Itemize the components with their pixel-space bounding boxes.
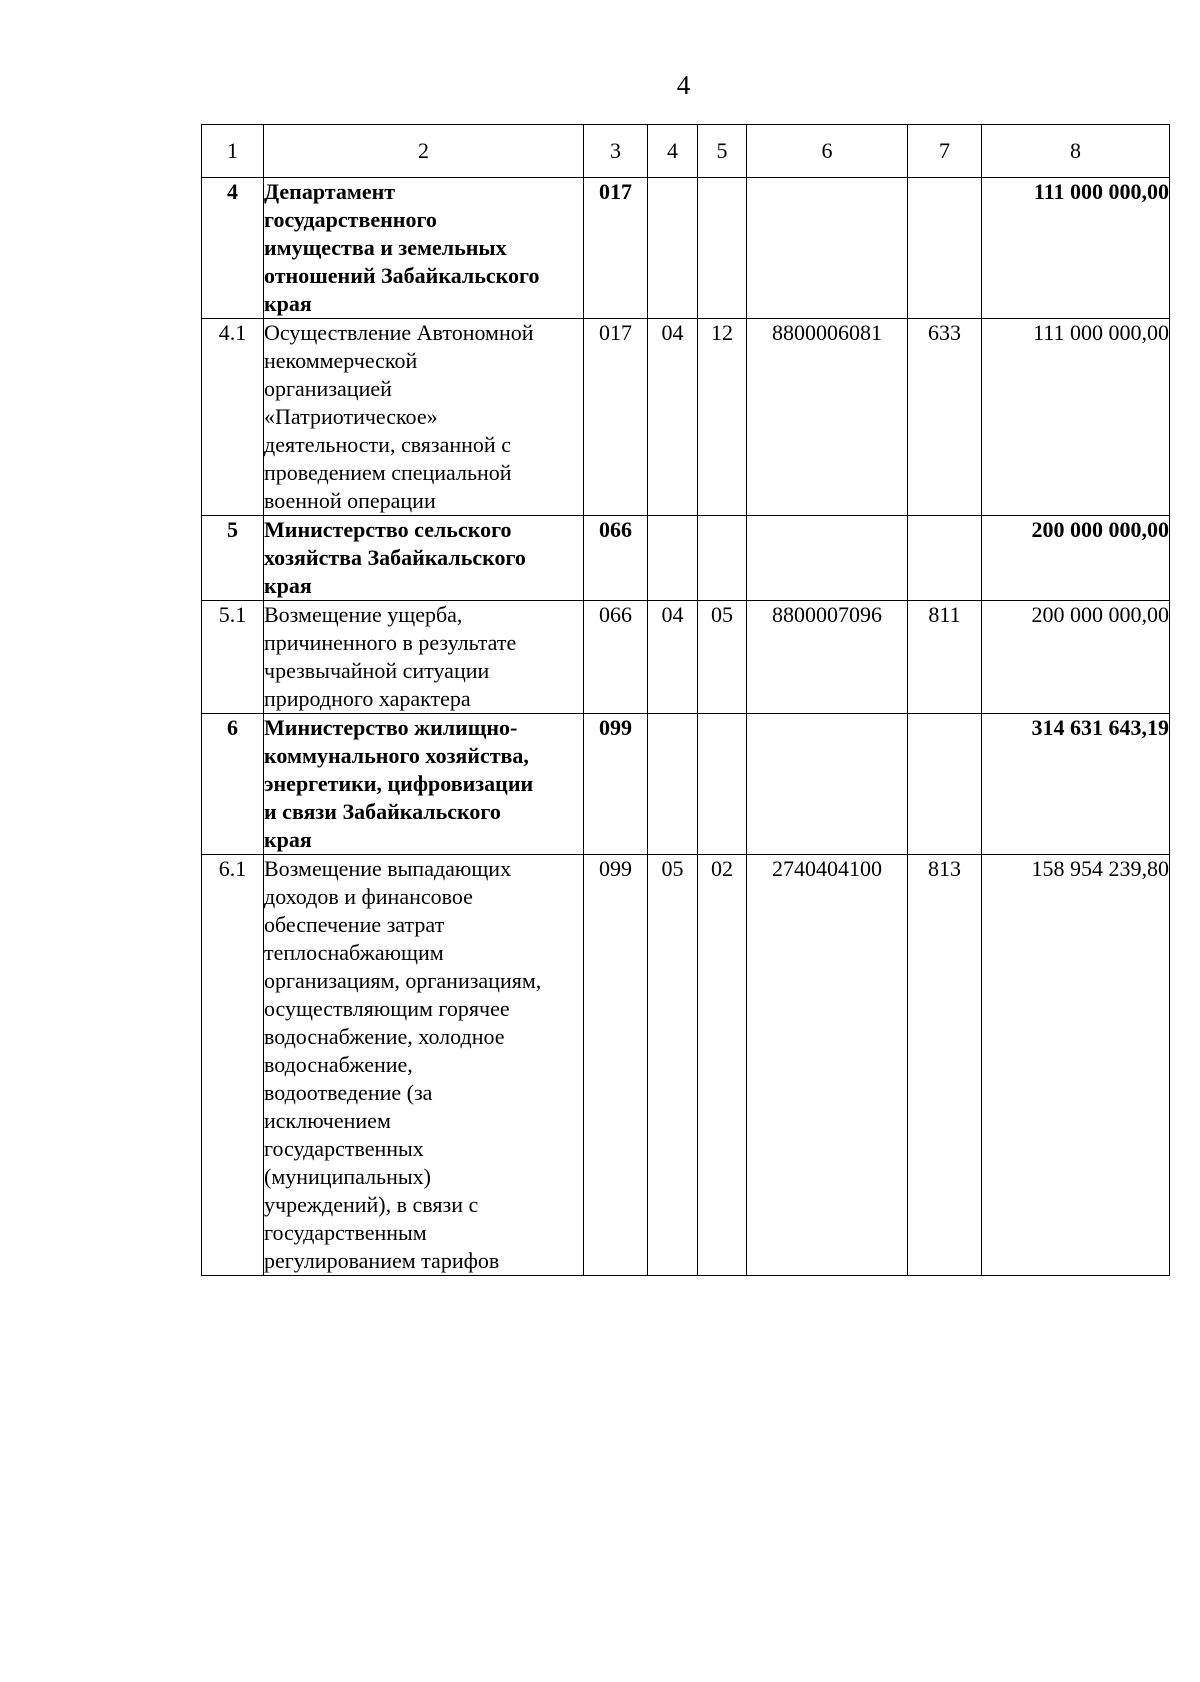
expense-type-cell: 811 [908,601,982,714]
target-article-cell: 8800006081 [747,319,908,516]
header-cell: 7 [908,125,982,178]
ministry-code-cell: 066 [584,601,648,714]
table-header-row [202,125,1170,178]
row-number-cell: 6.1 [202,855,264,1276]
row-name-cell [264,714,584,855]
name-line: края [264,827,312,852]
name-line: некоммерческой [264,348,418,373]
subsection-code-cell: 02 [698,855,747,1276]
name-line: Министерство жилищно- [264,715,518,740]
name-line: учреждений), в связи с [264,1192,479,1217]
section-code-cell [648,714,698,855]
expense-type-cell [908,714,982,855]
name-line: Возмещение ущерба, [264,602,463,627]
row-number-cell: 4 [202,178,264,319]
name-line: и связи Забайкальского [264,799,501,824]
table-row [202,516,1170,601]
name-line: государственным [264,1220,427,1245]
name-line: Министерство сельского [264,517,512,542]
amount-cell: 111 000 000,00 [982,319,1170,516]
subsection-code-cell [698,178,747,319]
ministry-code-cell: 017 [584,178,648,319]
row-name-cell [264,178,584,319]
name-line: водоснабжение, [264,1052,413,1077]
name-line: энергетики, цифровизации [264,771,534,796]
name-line: теплоснабжающим [264,940,444,965]
name-line: водоотведение (за [264,1080,433,1105]
amount-cell: 314 631 643,19 [982,714,1170,855]
name-line: военной операции [264,488,436,513]
table-row [202,178,1170,319]
name-line: хозяйства Забайкальского [264,545,526,570]
name-line: обеспечение затрат [264,912,445,937]
page-number: 4 [676,70,691,100]
ministry-code-cell: 099 [584,855,648,1276]
name-line: имущества и земельных [264,235,507,260]
row-number-cell: 6 [202,714,264,855]
name-line: организацией [264,376,392,401]
header-cell: 1 [202,125,264,178]
ministry-code-cell: 099 [584,714,648,855]
amount-cell: 111 000 000,00 [982,178,1170,319]
section-code-cell [648,178,698,319]
name-line: «Патриотическое» [264,404,438,429]
header-cell: 5 [698,125,747,178]
subsection-code-cell: 12 [698,319,747,516]
name-line: отношений Забайкальского [264,263,540,288]
name-line: края [264,291,312,316]
row-name-cell [264,855,584,1276]
subsection-code-cell: 05 [698,601,747,714]
amount-cell: 200 000 000,00 [982,601,1170,714]
row-number-cell: 5 [202,516,264,601]
table-row [202,714,1170,855]
header-cell: 2 [264,125,584,178]
name-line: чрезвычайной ситуации [264,658,490,683]
table-row [202,601,1170,714]
row-number-cell: 5.1 [202,601,264,714]
ministry-code-cell: 017 [584,319,648,516]
name-line: исключением [264,1108,391,1133]
amount-cell: 158 954 239,80 [982,855,1170,1276]
header-cell: 3 [584,125,648,178]
header-cell: 4 [648,125,698,178]
row-name-cell [264,601,584,714]
name-line: края [264,573,312,598]
name-line: доходов и финансовое [264,884,473,909]
target-article-cell [747,714,908,855]
section-code-cell: 04 [648,319,698,516]
section-code-cell [648,516,698,601]
expense-type-cell: 813 [908,855,982,1276]
name-line: (муниципальных) [264,1164,431,1189]
expense-type-cell: 633 [908,319,982,516]
name-line: водоснабжение, холодное [264,1024,505,1049]
target-article-cell [747,178,908,319]
name-line: причиненного в результате [264,630,517,655]
section-code-cell: 04 [648,601,698,714]
name-line: государственных [264,1136,424,1161]
name-line: организациям, организациям, [264,968,542,993]
budget-table [201,124,1170,1276]
name-line: Осуществление Автономной [264,320,534,345]
row-name-cell [264,516,584,601]
target-article-cell: 8800007096 [747,601,908,714]
ministry-code-cell: 066 [584,516,648,601]
row-name-cell [264,319,584,516]
target-article-cell: 2740404100 [747,855,908,1276]
name-line: государственного [264,207,437,232]
table-row [202,855,1170,1276]
name-line: проведением специальной [264,460,512,485]
name-line: природного характера [264,686,471,711]
name-line: регулированием тарифов [264,1248,500,1273]
row-number-cell: 4.1 [202,319,264,516]
section-code-cell: 05 [648,855,698,1276]
name-line: Департамент [264,179,396,204]
amount-cell: 200 000 000,00 [982,516,1170,601]
table-row [202,319,1170,516]
expense-type-cell [908,516,982,601]
subsection-code-cell [698,516,747,601]
header-cell: 6 [747,125,908,178]
target-article-cell [747,516,908,601]
subsection-code-cell [698,714,747,855]
name-line: коммунального хозяйства, [264,743,529,768]
header-cell: 8 [982,125,1170,178]
expense-type-cell [908,178,982,319]
name-line: деятельности, связанной с [264,432,511,457]
table-body [202,125,1170,1276]
name-line: Возмещение выпадающих [264,856,512,881]
name-line: осуществляющим горячее [264,996,510,1021]
